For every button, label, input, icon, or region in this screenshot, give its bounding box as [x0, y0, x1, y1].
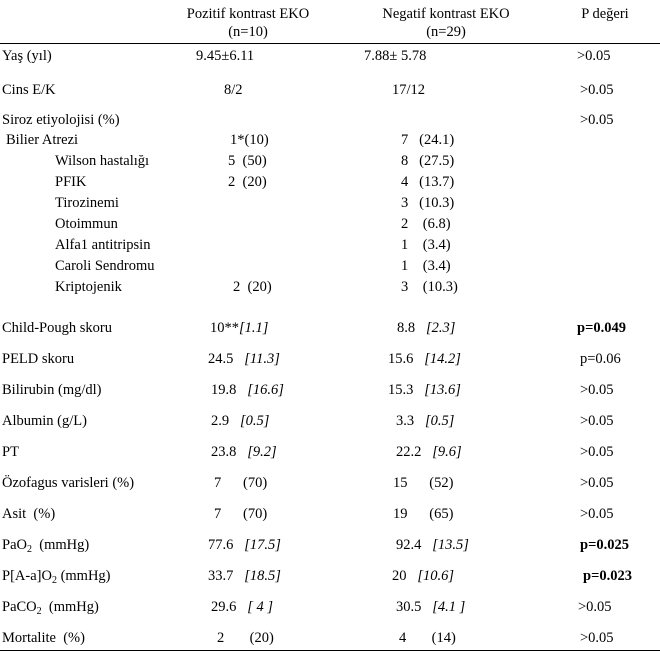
header-group2-title: Negatif kontrast EKO	[382, 6, 510, 22]
row-label-caroli: Caroli Sendromu	[55, 258, 155, 274]
row-g2-pao2: 92.4 [13.5]	[396, 537, 469, 553]
row-label-alfa1: Alfa1 antitripsin	[55, 237, 151, 253]
row-g1-pfik: 2 (20)	[228, 174, 267, 190]
row-g2-asit: 19 (65)	[393, 506, 454, 522]
row-g1-child-pough: 10**[1.1]	[210, 320, 269, 336]
row-g2-kriptojenik: 3 (10.3)	[401, 279, 458, 295]
row-label-child-pough: Child-Pough skoru	[2, 320, 112, 336]
row-g1-sex: 8/2	[224, 82, 243, 98]
row-g2-paa-o2: 20 [10.6]	[392, 568, 455, 584]
row-g1-wilson: 5 (50)	[228, 153, 267, 169]
row-g1-albumin: 2.9 [0.5]	[211, 413, 270, 429]
row-p-peld: p=0.06	[580, 351, 621, 367]
row-g2-mortalite: 4 (14)	[399, 630, 456, 646]
row-p-etiology: >0.05	[580, 112, 614, 128]
row-label-tirozinemi: Tirozinemi	[55, 195, 119, 211]
row-label-otoimmun: Otoimmun	[55, 216, 118, 232]
row-label-wilson: Wilson hastalığı	[55, 153, 150, 169]
row-p-asit: >0.05	[580, 506, 614, 522]
row-p-pt: >0.05	[580, 444, 614, 460]
row-p-child-pough: p=0.049	[577, 320, 626, 336]
row-g1-mortalite: 2 (20)	[217, 630, 274, 646]
row-label-paa-o2: $P[A-a]O_2$ (mmHg)	[2, 568, 111, 586]
row-label-paco2: PaCO$_2$ (mmHg)	[2, 599, 99, 617]
row-label-albumin: Albumin (g/L)	[2, 413, 87, 429]
row-label-biliary: Bilier Atrezi	[6, 132, 79, 148]
row-g2-child-pough: 8.8 [2.3]	[397, 320, 456, 336]
row-g1-ozofagus: 7 (70)	[214, 475, 268, 491]
row-label-pfik: PFIK	[55, 174, 87, 190]
row-g2-peld: 15.6 [14.2]	[388, 351, 461, 367]
row-g2-bilirubin: 15.3 [13.6]	[388, 382, 461, 398]
bottom-rule	[0, 650, 660, 651]
row-label-bilirubin: Bilirubin (mg/dl)	[2, 382, 102, 398]
row-p-bilirubin: >0.05	[580, 382, 614, 398]
header-group1-n: (n=10)	[228, 24, 268, 40]
row-g1-bilirubin: 19.8 [16.6]	[211, 382, 284, 398]
row-g1-pao2: 77.6 [17.5]	[208, 537, 281, 553]
header-rule	[0, 43, 660, 44]
row-p-age: >0.05	[577, 48, 611, 64]
row-g2-albumin: 3.3 [0.5]	[396, 413, 455, 429]
row-p-mortalite: >0.05	[580, 630, 614, 646]
row-g1-age: 9.45±6.11	[196, 48, 255, 64]
row-g2-wilson: 8 (27.5)	[401, 153, 455, 169]
row-g2-pt: 22.2 [9.6]	[396, 444, 462, 460]
row-label-age: Yaş (yıl)	[2, 48, 52, 64]
row-g1-paco2: 29.6 [ 4 ]	[211, 599, 274, 615]
row-p-pao2: p=0.025	[580, 537, 629, 553]
row-g2-biliary: 7 (24.1)	[401, 132, 455, 148]
row-g1-kriptojenik: 2 (20)	[233, 279, 272, 295]
row-g2-caroli: 1 (3.4)	[401, 258, 451, 274]
row-g2-tirozinemi: 3 (10.3)	[401, 195, 455, 211]
row-label-etiology: Siroz etiyolojisi (%)	[2, 112, 120, 128]
header-group2-n: (n=29)	[426, 24, 466, 40]
row-p-paco2: >0.05	[578, 599, 612, 615]
row-g1-pt: 23.8 [9.2]	[211, 444, 277, 460]
header-pvalue: P değeri	[581, 6, 629, 22]
row-label-ozofagus: Özofagus varisleri (%)	[2, 475, 135, 491]
row-g2-alfa1: 1 (3.4)	[401, 237, 451, 253]
row-p-paa-o2: p=0.023	[583, 568, 632, 584]
row-g1-biliary: 1*(10)	[230, 132, 269, 148]
row-label-peld: PELD skoru	[2, 351, 75, 367]
row-label-mortalite: Mortalite (%)	[2, 630, 85, 646]
row-label-pt: PT	[2, 444, 19, 460]
row-p-ozofagus: >0.05	[580, 475, 614, 491]
row-label-asit: Asit (%)	[2, 506, 56, 522]
row-g2-sex: 17/12	[392, 82, 426, 98]
row-p-albumin: >0.05	[580, 413, 614, 429]
row-g2-otoimmun: 2 (6.8)	[401, 216, 451, 232]
row-label-pao2: PaO$_2$ (mmHg)	[2, 537, 90, 555]
row-label-kriptojenik: Kriptojenik	[55, 279, 122, 295]
row-g1-paa-o2: 33.7 [18.5]	[208, 568, 281, 584]
row-g2-pfik: 4 (13.7)	[401, 174, 455, 190]
row-g2-age: 7.88± 5.78	[364, 48, 427, 64]
row-label-sex: Cins E/K	[2, 82, 56, 98]
row-g1-asit: 7 (70)	[214, 506, 268, 522]
row-g2-ozofagus: 15 (52)	[393, 475, 454, 491]
row-g2-paco2: 30.5 [4.1 ]	[396, 599, 466, 615]
header-group1-title: Pozitif kontrast EKO	[186, 6, 310, 22]
row-g1-peld: 24.5 [11.3]	[208, 351, 280, 367]
row-p-sex: >0.05	[580, 82, 614, 98]
